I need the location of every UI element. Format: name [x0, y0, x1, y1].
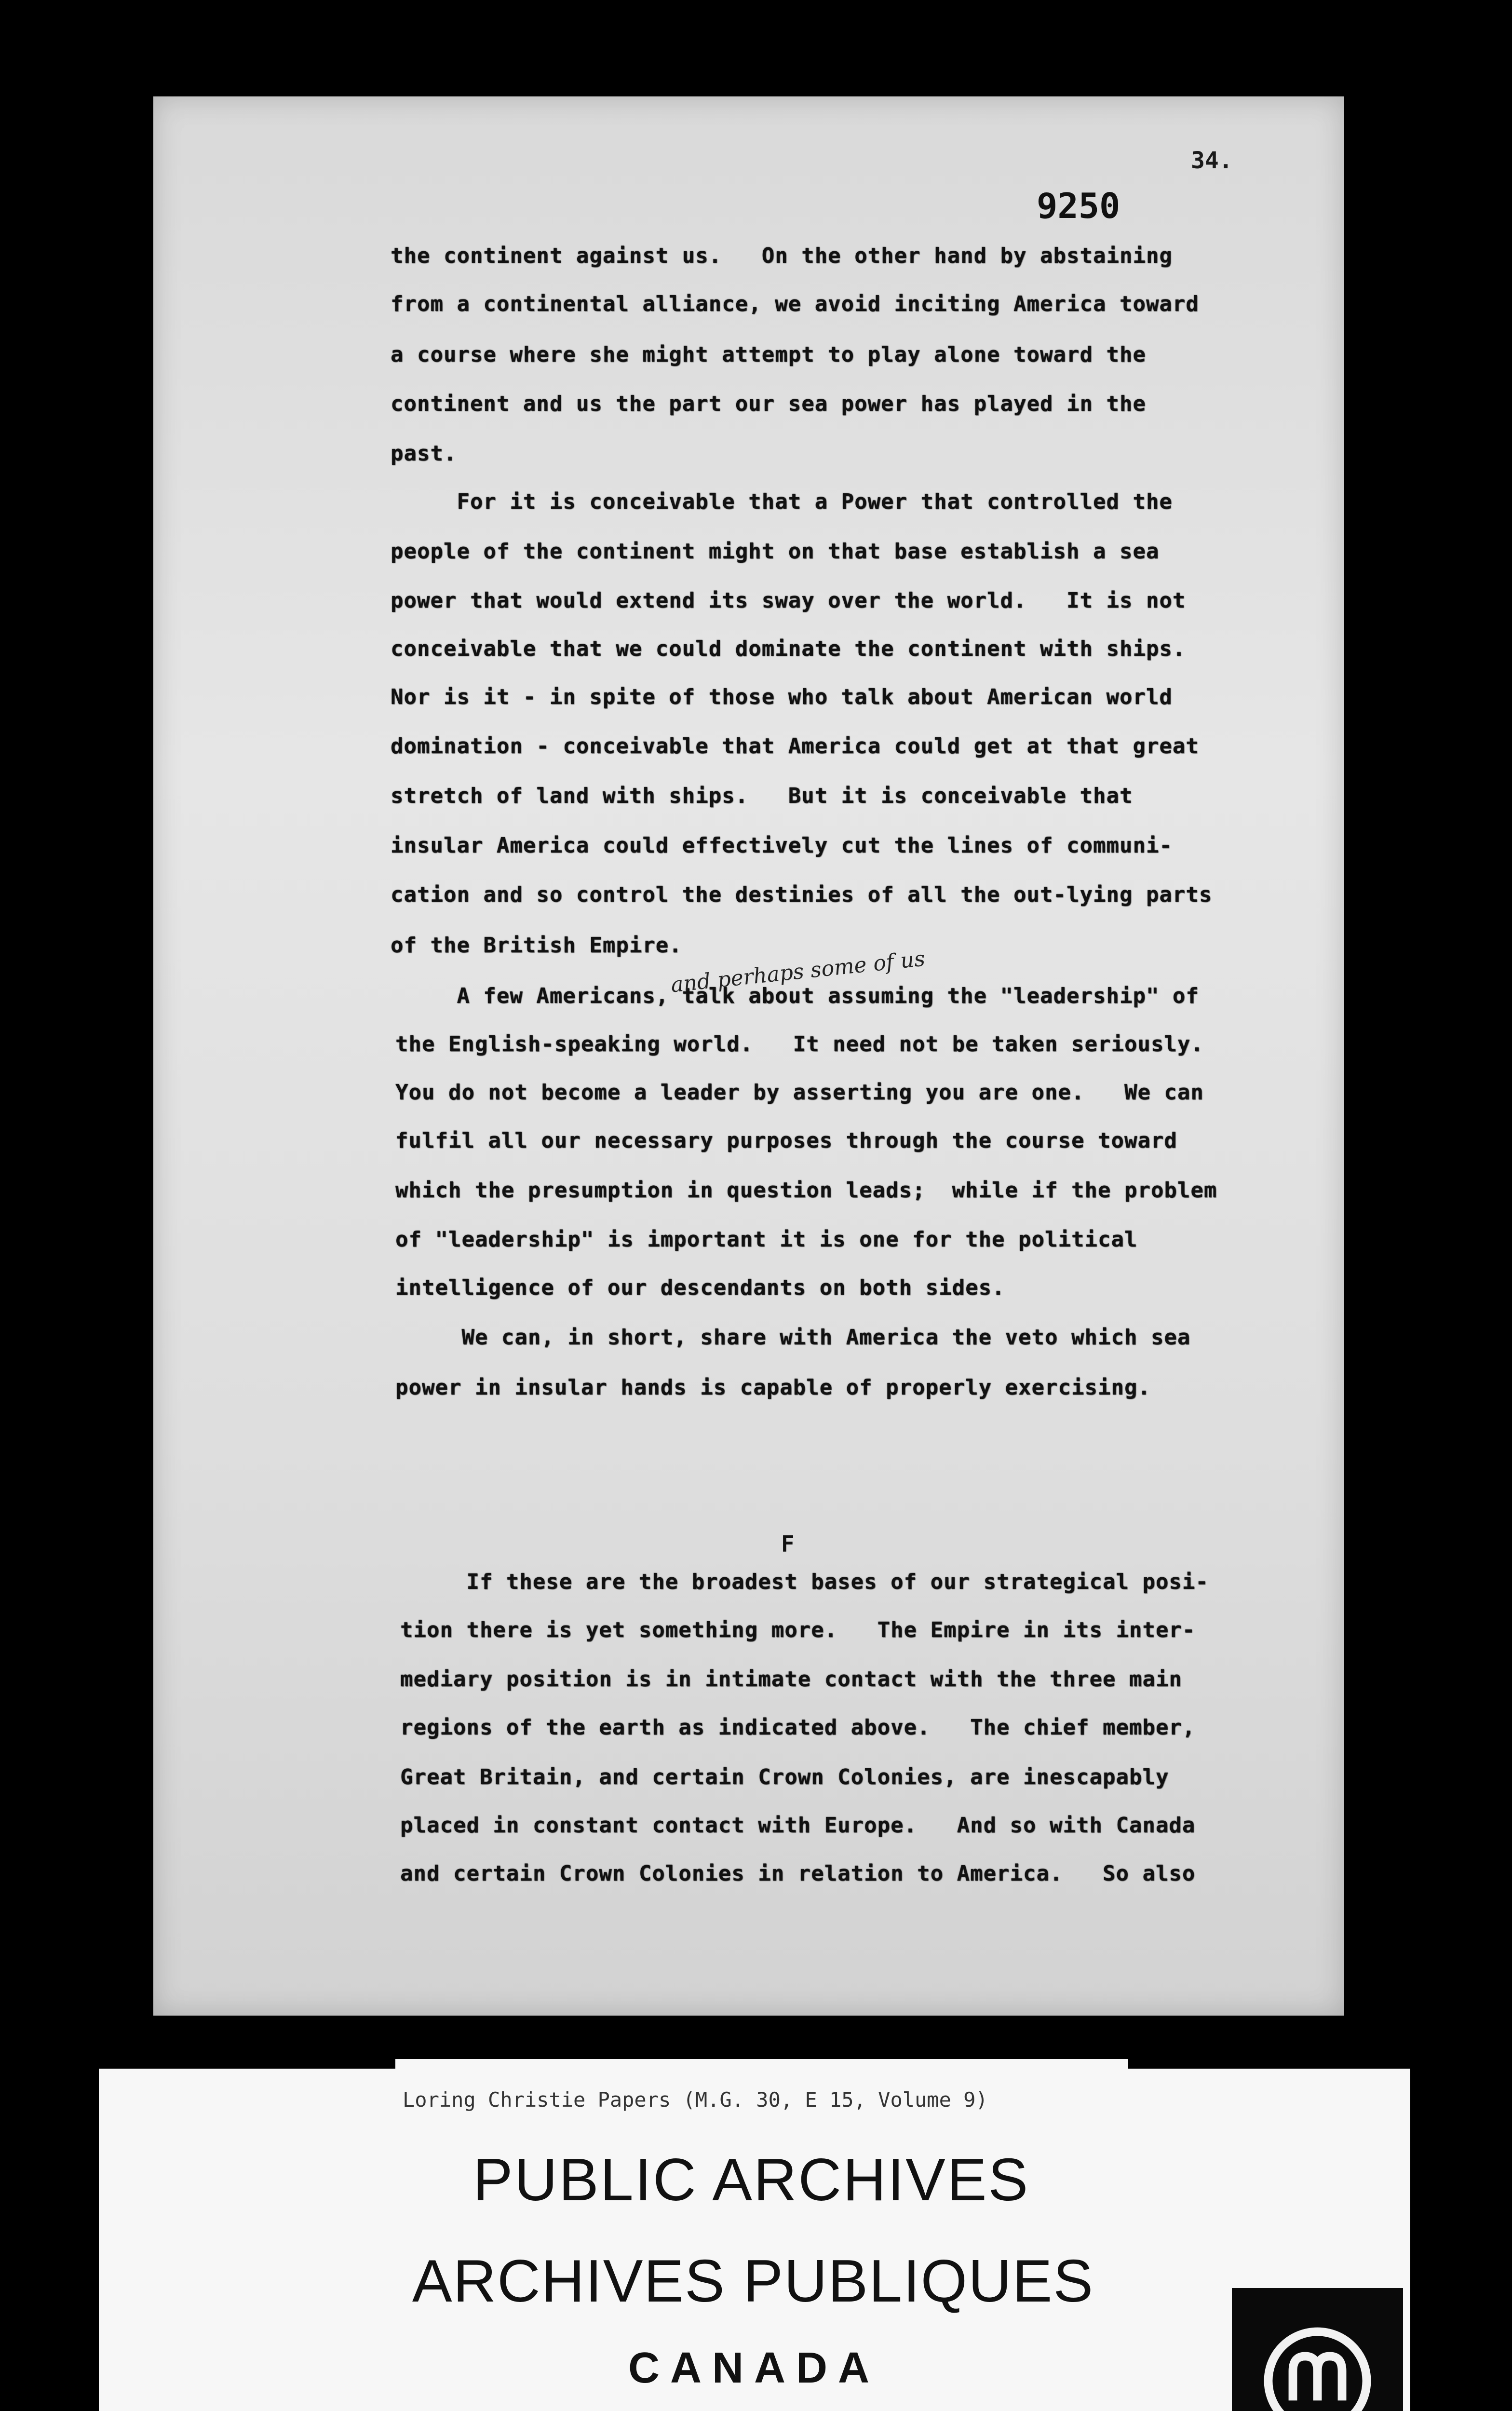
- text-line: of the British Empire.: [391, 933, 682, 958]
- text-line: people of the continent might on that base establish a sea: [391, 539, 1160, 564]
- page-number: 34.: [1191, 147, 1233, 174]
- archives-canada-logo-icon: [1256, 2319, 1379, 2411]
- text-line: cation and so control the destinies of all the out-lying parts: [391, 882, 1213, 907]
- archive-country: CANADA: [628, 2344, 880, 2392]
- handwritten-insertion: and perhaps some of us: [669, 946, 926, 998]
- text-line: If these are the broadest bases of our strategical posi-: [400, 1570, 1209, 1594]
- text-line: intelligence of our descendants on both sides.: [395, 1275, 1005, 1300]
- text-line: domination - conceivable that America could get at that great: [391, 734, 1199, 759]
- text-line: regions of the earth as indicated above. The chief member,: [400, 1715, 1196, 1740]
- text-line: past.: [391, 441, 457, 466]
- text-line: conceivable that we could dominate the continent with ships.: [391, 637, 1186, 661]
- text-line: placed in constant contact with Europe. And so with Canada: [400, 1813, 1196, 1838]
- text-line: tion there is yet something more. The Empire in its inter-: [400, 1618, 1196, 1642]
- text-line: a course where she might attempt to play alone toward the: [391, 342, 1146, 367]
- text-line: stretch of land with ships. But it is conceivable that: [391, 784, 1133, 808]
- archive-title-english: PUBLIC ARCHIVES: [472, 2147, 1030, 2213]
- archive-title-french: ARCHIVES PUBLIQUES: [412, 2248, 1094, 2315]
- text-line: For it is conceivable that a Power that controlled the: [391, 489, 1173, 514]
- text-line: continent and us the part our sea power has played in the: [391, 392, 1146, 416]
- text-line: which the presumption in question leads; while if the problem: [395, 1178, 1217, 1203]
- text-line: of "leadership" is important it is one for the political: [395, 1227, 1138, 1252]
- section-heading: F: [781, 1531, 795, 1557]
- text-line: You do not become a leader by asserting you are one. We can: [395, 1080, 1204, 1105]
- text-line: We can, in short, share with America the veto which sea: [395, 1325, 1191, 1350]
- text-line: Great Britain, and certain Crown Colonies, are inescapably: [400, 1765, 1169, 1789]
- text-line: the continent against us. On the other hand by abstaining: [391, 244, 1173, 268]
- text-line: the English-speaking world. It need not be taken seriously.: [395, 1032, 1204, 1057]
- text-line: power in insular hands is capable of properly exercising.: [395, 1375, 1151, 1400]
- text-line: mediary position is in intimate contact with the three main: [400, 1667, 1182, 1692]
- text-line: Nor is it - in spite of those who talk about American world: [391, 685, 1173, 709]
- text-line: and certain Crown Colonies in relation to America. So also: [400, 1861, 1196, 1886]
- text-line: power that would extend its sway over the world. It is not: [391, 588, 1186, 613]
- text-line: A few Americans, talk about assuming the "leadership" of: [391, 984, 1199, 1008]
- collection-label: Loring Christie Papers (M.G. 30, E 15, Volume 9): [403, 2088, 988, 2112]
- text-line: from a continental alliance, we avoid inciting America toward: [391, 292, 1199, 316]
- stamp-number: 9250: [1037, 186, 1120, 226]
- text-line: insular America could effectively cut the lines of communi-: [391, 833, 1173, 858]
- text-line: fulfil all our necessary purposes through the course toward: [395, 1128, 1177, 1153]
